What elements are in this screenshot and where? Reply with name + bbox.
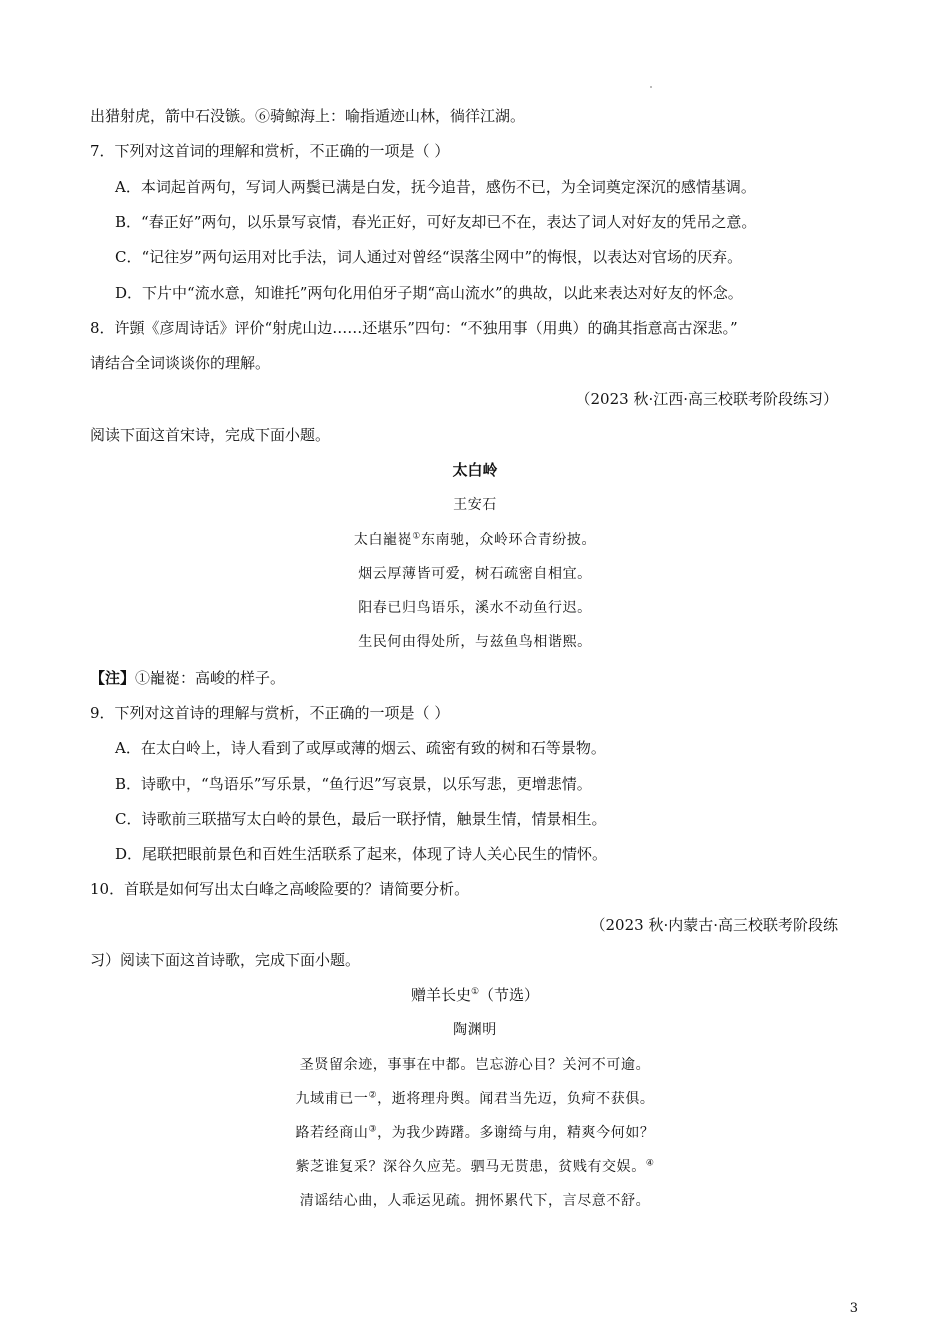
poem1-title: 太白岭 — [452, 461, 498, 479]
note-label: 【注】 — [90, 669, 136, 687]
poem1-line1: 太白巃嵸①东南驰，众岭环合青纷披。 — [353, 531, 597, 548]
poem2-line3: 路若经商山③，为我少踌躇。多谢绮与甪，精爽今何如？ — [295, 1124, 655, 1141]
q9-stem: 9．下列对这首诗的理解与赏析，不正确的一项是（ ） — [90, 704, 450, 722]
q7-stem: 7．下列对这首词的理解和赏析，不正确的一项是（ ） — [90, 142, 450, 160]
q8-line1: 8．许顗《彦周诗话》评价“射虎山边……还堪乐”四句：“不独用事（用典）的确其指意高古深悲。” — [90, 319, 738, 337]
footnote-marker: ① — [470, 987, 480, 997]
footnote-marker: ② — [368, 1090, 378, 1101]
note-text: ①巃嵸：高峻的样子。 — [135, 669, 286, 687]
poem1-line4: 生民何由得处所，与兹鱼鸟相谐熙。 — [358, 634, 592, 650]
poem1-line2: 烟云厚薄皆可爱，树石疏密自相宜。 — [358, 566, 592, 582]
source-citation-2: （2023 秋·内蒙古·高三校联考阶段练 — [590, 916, 838, 934]
q7-option-c: C．“记往岁”两句运用对比手法，词人通过对曾经“误落尘网中”的悔恨，以表达对官场的厌弃。 — [115, 248, 743, 266]
q7-option-d: D．下片中“流水意，知谁托”两句化用伯牙子期“高山流水”的典故，以此来表达对好友的怀念。 — [115, 284, 743, 302]
poem2-line5: 清谣结心曲，人乖运见疏。拥怀累代下，言尽意不舒。 — [299, 1193, 651, 1209]
q9-option-c: C．诗歌前三联描写太白岭的景色，最后一联抒情，触景生情，情景相生。 — [115, 810, 607, 828]
q9-option-a: A．在太白岭上，诗人看到了或厚或薄的烟云、疏密有致的树和石等景物。 — [115, 739, 606, 757]
instruction-2: 习）阅读下面这首诗歌，完成下面小题。 — [90, 951, 361, 969]
intro-line: 出猎射虎，箭中石没镞。⑥骑鲸海上：喻指遁迹山林，徜徉江湖。 — [90, 107, 526, 125]
q10-stem: 10．首联是如何写出太白峰之高峻险要的？请简要分析。 — [90, 880, 470, 898]
page-number: 3 — [849, 1301, 858, 1316]
source-citation-1: （2023 秋·江西·高三校联考阶段练习） — [575, 390, 838, 408]
q7-option-a: A．本词起首两句，写词人两鬓已满是白发，抚今追昔，感伤不已，为全词奠定深沉的感情基调。 — [115, 178, 756, 196]
poem2-line4: 紫芝谁复采？深谷久应芜。驷马无贳患，贫贱有交娱。④ — [295, 1158, 655, 1175]
poem2-line1: 圣贤留余迹，事事在中都。岂忘游心目？关河不可逾。 — [299, 1057, 651, 1073]
poem1-line3: 阳春已归鸟语乐，溪水不动鱼行迟。 — [358, 600, 592, 616]
poem2-title: 赠羊长史①（节选） — [410, 986, 540, 1004]
footnote-marker: ④ — [645, 1158, 655, 1169]
q8-line2: 请结合全词谈谈你的理解。 — [90, 354, 271, 372]
footnote-marker: ③ — [368, 1124, 378, 1135]
poem1-note — [90, 668, 285, 688]
scan-dot — [650, 86, 652, 88]
poem1-author: 王安石 — [453, 497, 497, 513]
q9-option-b: B．诗歌中，“鸟语乐”写乐景，“鱼行迟”写哀景，以乐写悲，更增悲情。 — [115, 775, 592, 793]
footnote-marker: ① — [412, 531, 421, 542]
instruction-1: 阅读下面这首宋诗，完成下面小题。 — [90, 426, 331, 444]
q7-option-b: B．“春正好”两句，以乐景写哀情，春光正好，可好友却已不在，表达了词人对好友的凭吊之意。 — [115, 213, 757, 231]
poem2-author: 陶渊明 — [453, 1022, 497, 1038]
q9-option-d: D．尾联把眼前景色和百姓生活联系了起来，体现了诗人关心民生的情怀。 — [115, 845, 608, 863]
poem2-line2: 九域甫已一②，逝将理舟舆。闻君当先迈，负疴不获俱。 — [295, 1090, 655, 1107]
